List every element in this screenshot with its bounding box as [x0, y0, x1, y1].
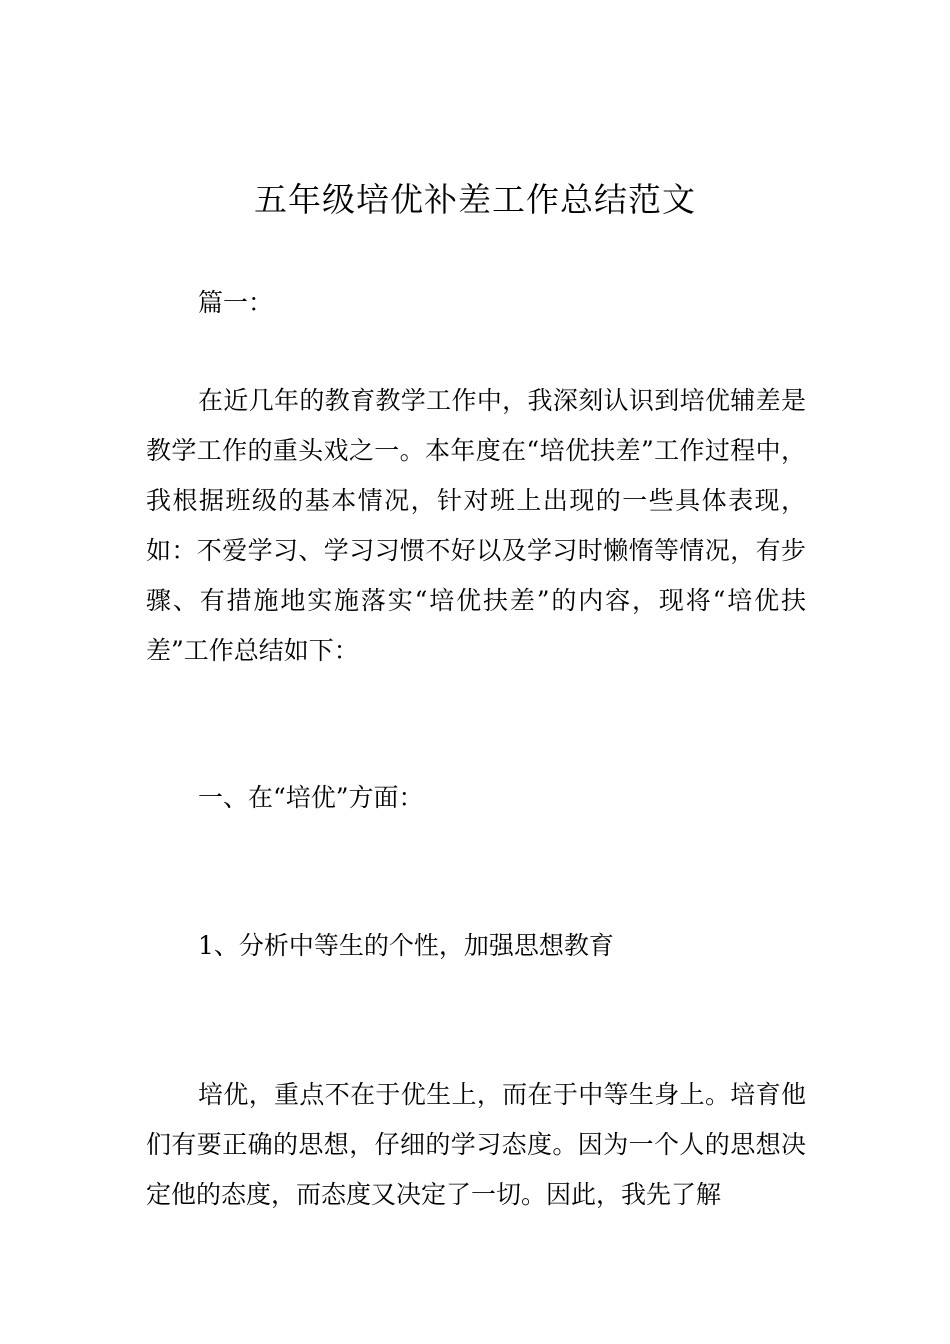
intro-paragraph: 在近几年的教育教学工作中，我深刻认识到培优辅差是教学工作的重头戏之一。本年度在“培优扶差”工作过程中，我根据班级的基本情况，针对班上出现的一些具体表现，如：不爱学习、学习习惯不好以及学习时懒惰等情况，有步骤、有措施地实施落实“培优扶差”的内容，现将“培优扶差”工作总结如下：	[146, 386, 806, 665]
subsection-heading: 1、分析中等生的个性，加强思想教育	[198, 931, 614, 960]
chapter-label: 篇一：	[198, 288, 274, 317]
body-paragraph: 培优，重点不在于优生上，而在于中等生身上。培育他们有要正确的思想，仔细的学习态度。因为一个人的思想决定他的态度，而态度又决定了一切。因此，我先了解	[146, 1080, 806, 1209]
document-title: 五年级培优补差工作总结范文	[254, 180, 696, 219]
section-heading: 一、在“培优”方面：	[198, 783, 424, 812]
